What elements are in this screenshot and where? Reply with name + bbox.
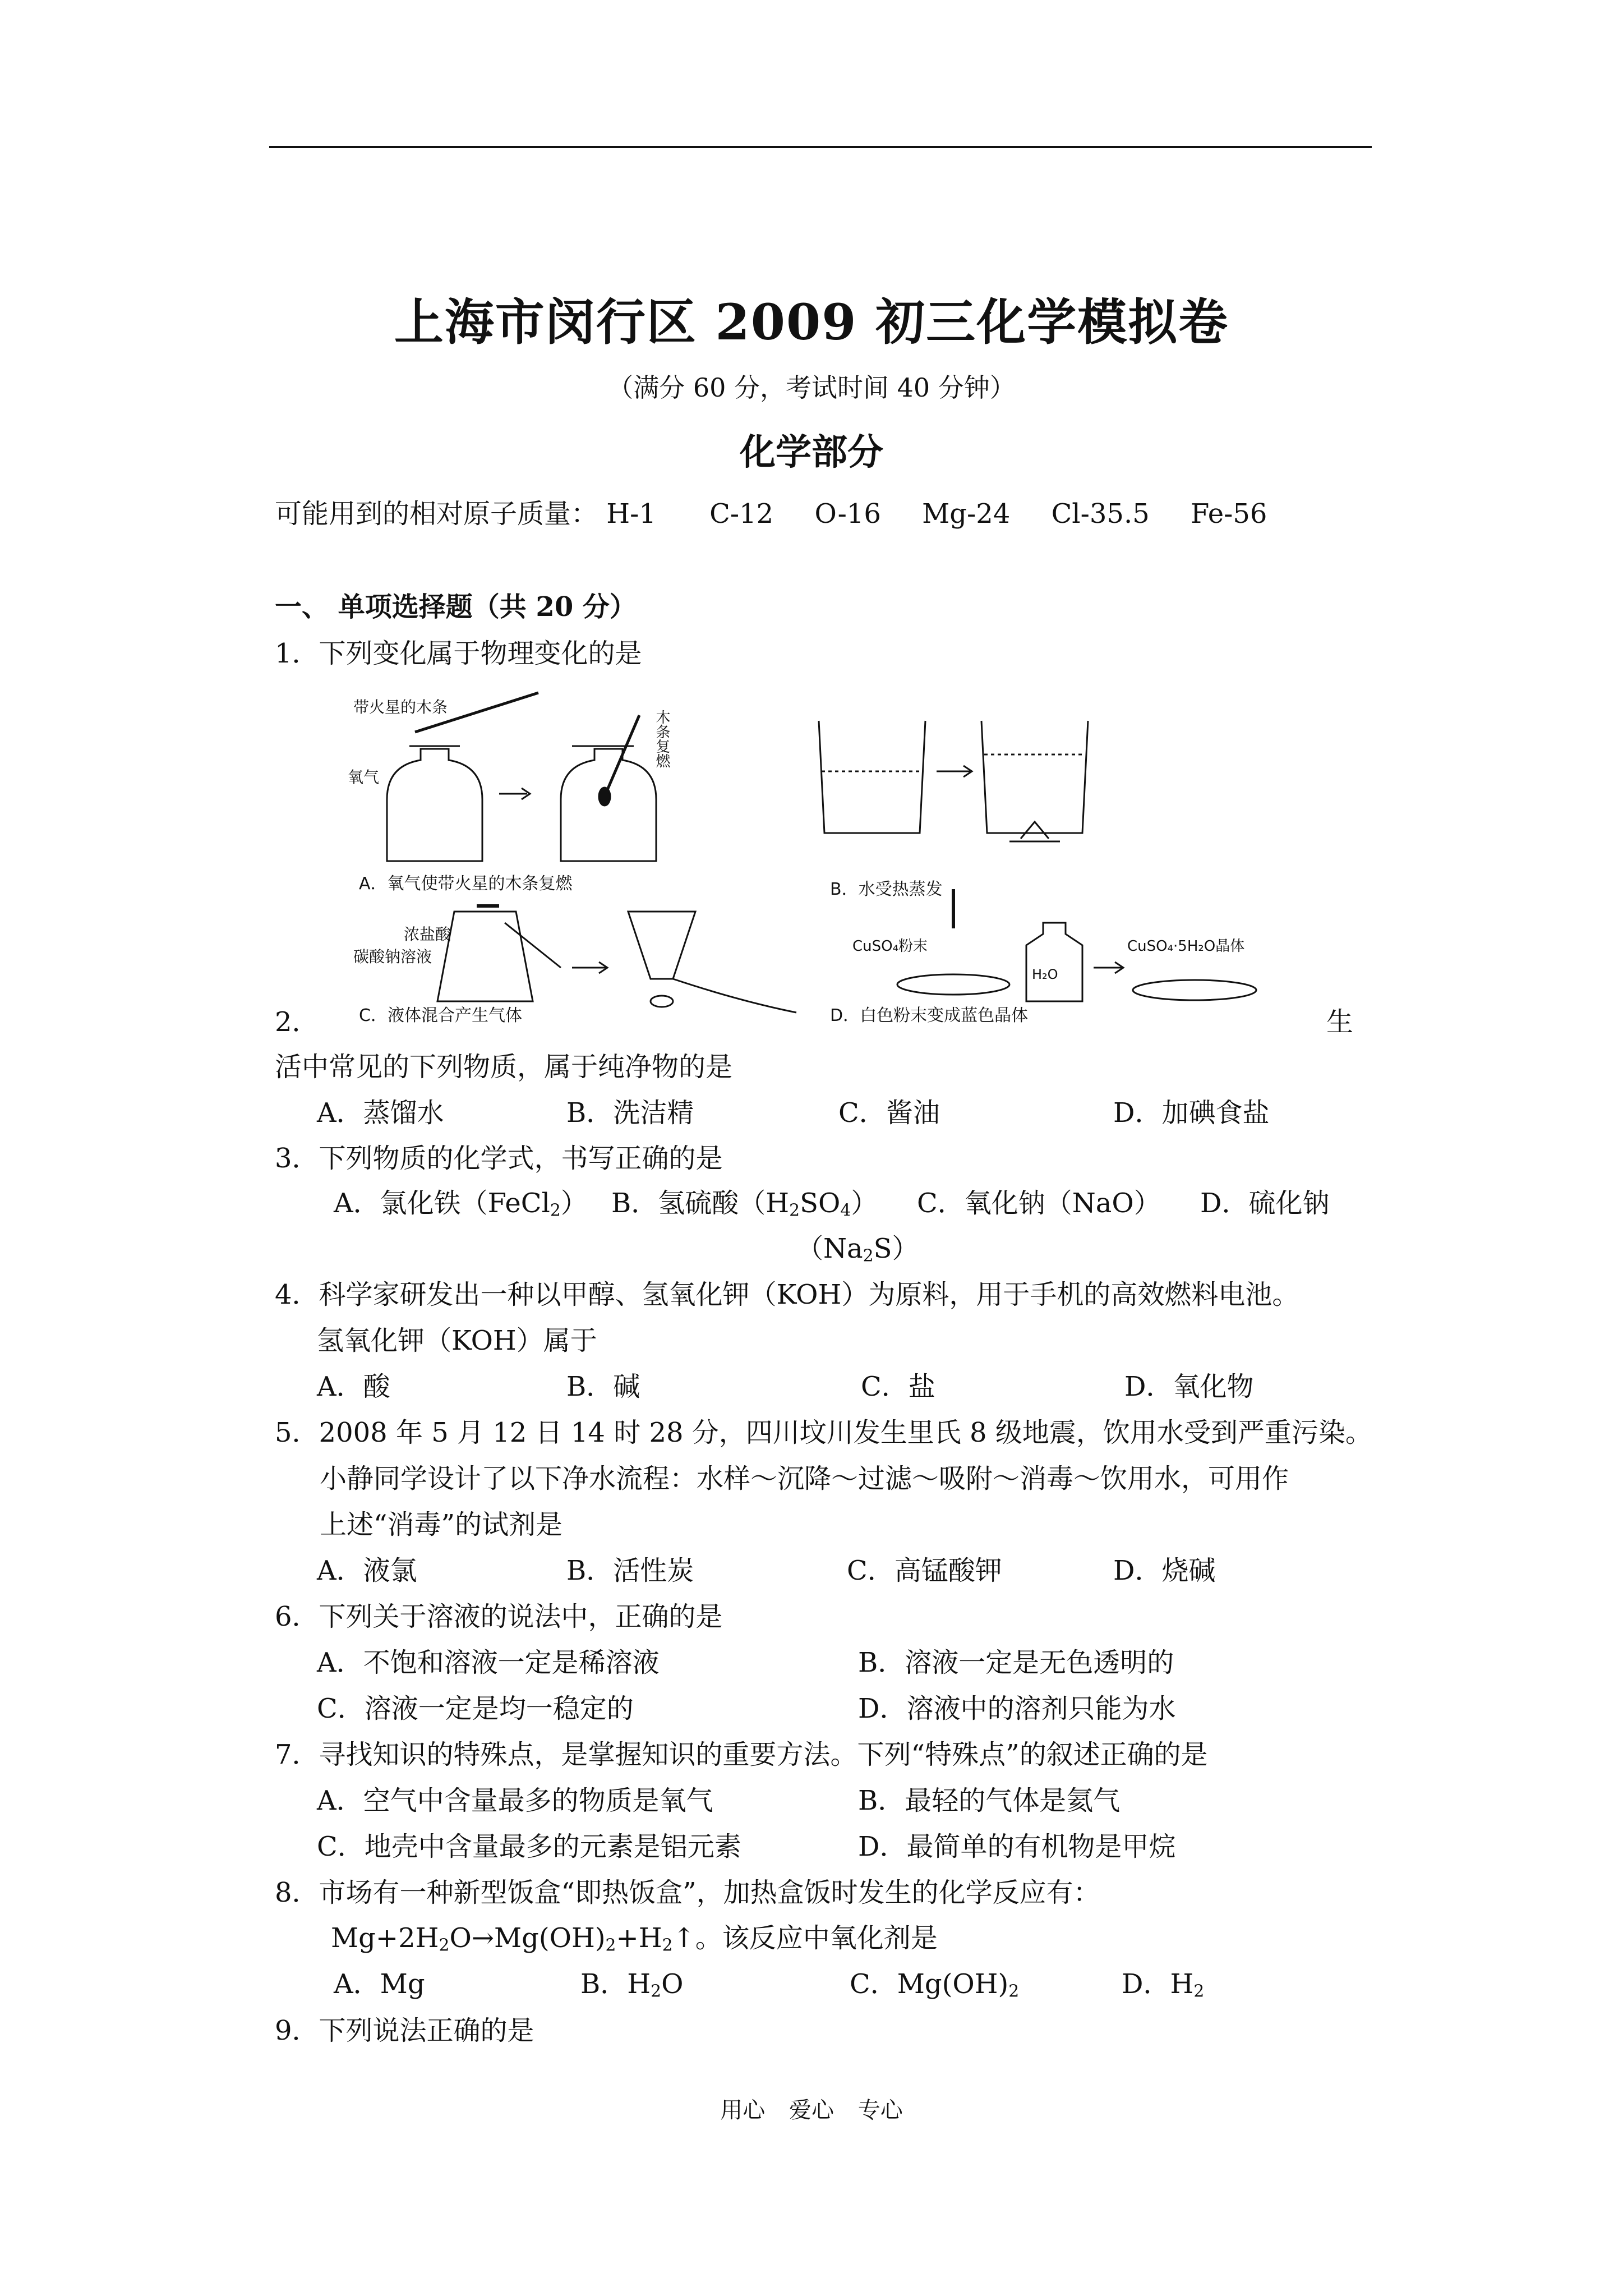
q4-option-a: A．酸 [317, 1371, 390, 1402]
q2-stem-tail: 生 [1326, 1006, 1354, 1038]
q2-option-c: C．酱油 [838, 1097, 940, 1129]
fig-c-solution-label: 碳酸钠溶液 [353, 947, 432, 966]
q2-stem: 活中常见的下列物质，属于纯净物的是 [275, 1051, 733, 1083]
q5-option-a: A．液氯 [317, 1555, 417, 1586]
atomic-masses [275, 497, 1267, 531]
q8-option-d: D．$H_2$ [1122, 1968, 1205, 2001]
q8-option-c: C．$Mg(OH)_2$ [850, 1968, 1020, 2001]
fig-a-match-label: 带火星的木条 [353, 698, 448, 716]
fig-a-gas-label: 氧气 [348, 768, 380, 786]
q4-option-b: B．碱 [566, 1371, 640, 1402]
q8-stem: 8．市场有一种新型饭盒“即热饭盒”，加热盒饭时发生的化学反应有： [275, 1877, 1100, 1908]
q3-option-d-cont: $(Na_2S)$ [796, 1233, 919, 1266]
fig-a-caption: A．氧气使带火星的木条复燃 [359, 874, 573, 894]
q5-stem-cont2: 上述“消毒”的试剂是 [320, 1509, 563, 1540]
q6-option-c: C．溶液一定是均一稳定的 [317, 1693, 634, 1724]
q7-stem: 7．寻找知识的特殊点，是掌握知识的重要方法。下列“特殊点”的叙述正确的是 [275, 1739, 1208, 1770]
q8-option-b: B．$H_2O$ [580, 1968, 684, 2001]
fig-a-relight-label: 木条复燃 [653, 710, 670, 768]
q7-option-a: A．空气中含量最多的物质是氧气 [317, 1785, 713, 1816]
q7-option-c: C．地壳中含量最多的元素是铝元素 [317, 1831, 741, 1862]
figure-a [387, 693, 656, 861]
q2-option-d: D．加碘食盐 [1113, 1097, 1270, 1129]
q5-option-d: D．烧碱 [1113, 1555, 1216, 1586]
fig-b-caption: B．水受热蒸发 [830, 880, 943, 899]
q6-option-a: A．不饱和溶液一定是稀溶液 [317, 1647, 660, 1678]
q2-option-a: A．蒸馏水 [317, 1097, 444, 1129]
q1-stem: 1．下列变化属于物理变化的是 [275, 638, 642, 669]
q6-option-b: B．溶液一定是无色透明的 [858, 1647, 1174, 1678]
q3-option-c: C．氧化钠（NaO） [917, 1188, 1161, 1219]
page-title: 上海市闵行区 2009 初三化学模拟卷 [394, 293, 1229, 351]
fig-d-powder-label: CuSO₄粉末 [852, 938, 928, 955]
q4-stem-cont: 氢氧化钾（KOH）属于 [317, 1325, 597, 1356]
page-footer: 用心 爱心 专心 [720, 2097, 903, 2123]
mass-item: Mg-24 [922, 498, 1011, 530]
mass-item: O-16 [814, 498, 881, 530]
q5-option-b: B．活性炭 [566, 1555, 694, 1586]
q5-option-c: C．高锰酸钾 [847, 1555, 1002, 1586]
q3-option-a: A．氯化铁（FeCl$_2$） [334, 1188, 588, 1221]
q5-stem: 5．2008 年 5 月 12 日 14 时 28 分，四川坟川发生里氏 8 级地震，饮用水受到严重污染。 [275, 1417, 1372, 1448]
q4-option-c: C．盐 [861, 1371, 935, 1402]
q4-option-d: D．氧化物 [1124, 1371, 1254, 1402]
q6-stem: 6．下列关于溶液的说法中，正确的是 [275, 1601, 723, 1632]
q2-number: 2． [275, 1006, 319, 1038]
q8-equation: $Mg+2H_2O\to Mg(OH)_2+H_2↑$。该反应中氧化剂是 [331, 1922, 938, 1955]
q5-stem-cont1: 小静同学设计了以下净水流程：水样～沉降～过滤～吸附～消毒～饮用水，可用作 [320, 1463, 1289, 1494]
part1-heading: 一、 单项选择题（共 20 分） [275, 591, 637, 623]
q2-option-b: B．洗洁精 [566, 1097, 694, 1129]
q8-option-a: A．Mg [334, 1968, 425, 2000]
q6-option-d: D．溶液中的溶剂只能为水 [858, 1693, 1176, 1724]
q4-stem: 4．科学家研发出一种以甲醇、氢氧化钾（KOH）为原料，用于手机的高效燃料电池。 [275, 1279, 1299, 1310]
fig-c-acid-label: 浓盐酸 [404, 925, 451, 944]
q1-figure [336, 687, 1301, 1024]
page-subtitle: （满分 60 分，考试时间 40 分钟） [607, 372, 1016, 403]
fig-d-water-label: H₂O [1032, 967, 1058, 982]
q3-option-b: B．氢硫酸$(H_2SO_4)$ [611, 1188, 878, 1221]
mass-item: Fe-56 [1191, 498, 1267, 530]
fig-c-caption: C．液体混合产生气体 [359, 1006, 522, 1024]
mass-item: H-1 [606, 498, 656, 530]
figure-c [437, 906, 796, 1013]
q3-stem: 3．下列物质的化学式，书写正确的是 [275, 1143, 723, 1174]
q7-option-d: D．最简单的有机物是甲烷 [858, 1831, 1176, 1862]
fig-d-crystal-label: CuSO₄·5H₂O晶体 [1127, 938, 1245, 955]
mass-item: Cl-35.5 [1051, 498, 1150, 530]
q3-option-d: D．硫化钠 [1200, 1188, 1330, 1219]
masses-label: 可能用到的相对原子质量： [275, 498, 598, 530]
fig-d-caption: D．白色粉末变成蓝色晶体 [830, 1006, 1029, 1024]
mass-item: C-12 [709, 498, 774, 530]
section-title: 化学部分 [740, 432, 883, 473]
q7-option-b: B．最轻的气体是氦气 [858, 1785, 1121, 1816]
top-rule [269, 146, 1372, 148]
q9-stem: 9．下列说法正确的是 [275, 2015, 534, 2046]
figure-b [819, 721, 1088, 841]
